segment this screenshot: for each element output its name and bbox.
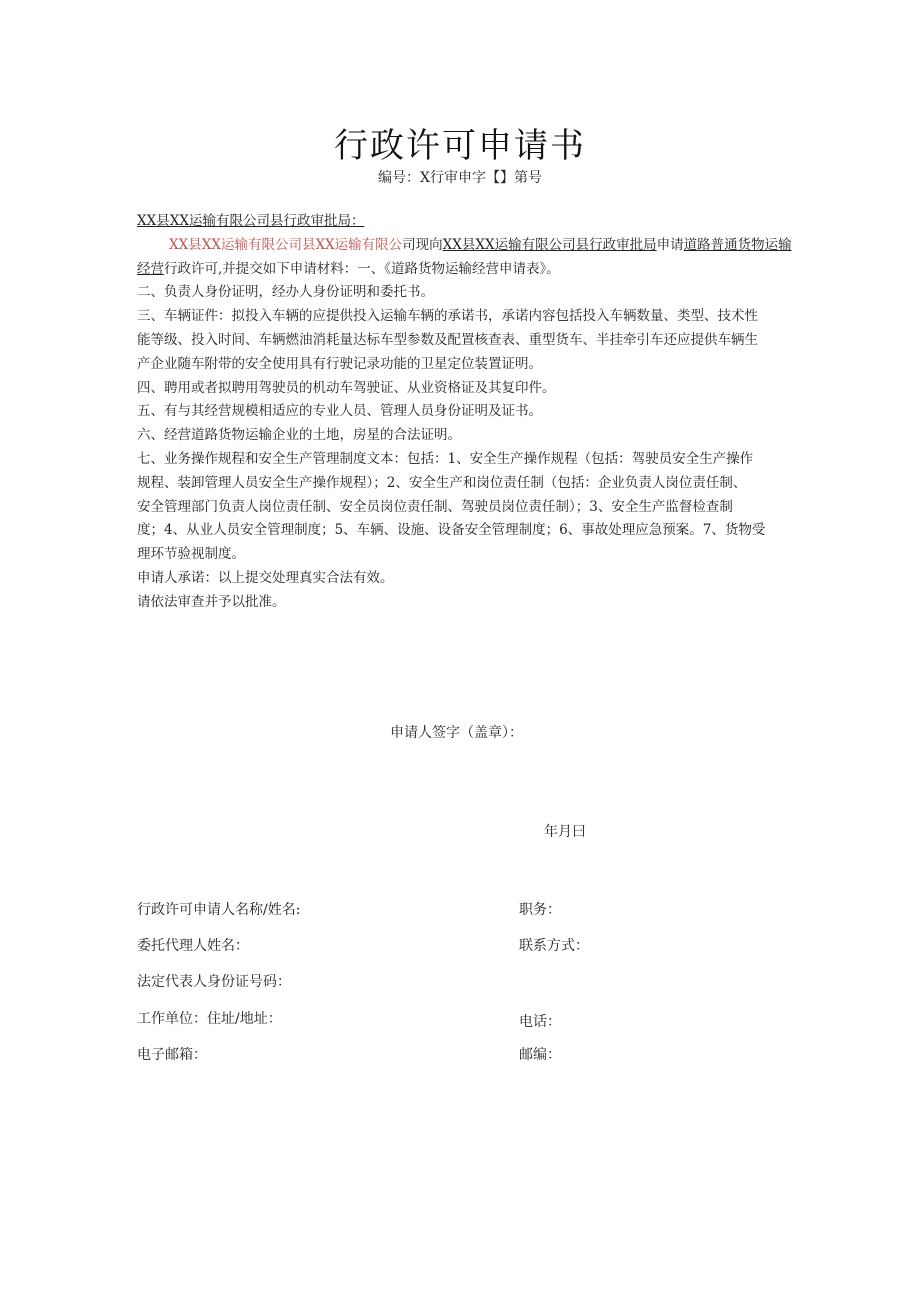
- material-item-6: 六、经营道路货物运输企业的土地，房星的合法证明。: [137, 427, 461, 444]
- postcode-field: 邮编：: [519, 1047, 561, 1063]
- email-field: 电子邮箱：: [137, 1047, 207, 1063]
- agent-name-field: 委托代理人姓名：: [137, 938, 249, 954]
- approval-request: 请依法审查并予以批准。: [137, 593, 286, 610]
- phone-field: 电话：: [519, 1014, 561, 1030]
- intro-connector-2: 申请: [656, 236, 684, 253]
- material-item-7-line-4: 度；4、从业人员安全管理制度；5、车辆、设施、设备安全管理制度；6、事故处理应急预案。7、货物受: [137, 522, 766, 539]
- license-item-part-2: 经营: [137, 260, 164, 277]
- applicant-pledge: 申请人承诺：以上提交处理真实合法有效。: [137, 569, 394, 586]
- applicant-name-highlight: XX县XX运输有限公司县XX运输有限公: [169, 236, 403, 253]
- intro-line-2: [137, 258, 787, 282]
- document-title: 行政许可申请书: [334, 126, 586, 166]
- material-item-7-line-3: 安全管理部门负责人岗位责任制、安全员岗位责任制、驾驶员岗位责任制）；3、安全生产监督检查制: [137, 498, 733, 515]
- material-item-3-line-3: 产企业随车附带的安全使用具有行驶记录功能的卫星定位装置证明。: [137, 355, 542, 372]
- position-field: 职务：: [519, 902, 561, 918]
- contact-field: 联系方式：: [519, 938, 589, 954]
- material-item-3-line-2: 能等级、投入时间、车辆燃油消耗量达标车型参数及配置核查表、重型货车、半挂牵引车还应提供车辆生: [137, 331, 758, 348]
- license-item-part-1: 道路普通货物运输: [683, 236, 792, 253]
- document-body: [137, 210, 792, 615]
- applicant-name-field: 行政许可申请人名称/姓名:: [137, 902, 301, 918]
- material-item-7-line-5: 理环节验视制度。: [137, 546, 245, 563]
- material-item-2: 二、负责人身份证明，经办人身份证明和委托书。: [137, 284, 434, 301]
- material-item-4: 四、聘用或者拟聘用驾驶员的机动车驾驶证、从业资格证及其复印件。: [137, 379, 556, 396]
- legal-rep-id-field: 法定代表人身份证号码：: [137, 974, 291, 990]
- material-item-7-line-1: 七、业务操作规程和安全生产管理制度文本：包括：1、安全生产操作规程（包括：驾驶员安全生产操作: [137, 450, 754, 467]
- material-item-7-line-2: 规程、装卸管理人员安全生产操作规程）；2、安全生产和岗位责任制（包括：企业负责人岗位责任制、: [137, 474, 747, 491]
- addressee: XX县XX运输有限公司县行政审批局：: [137, 213, 365, 229]
- intro-rest: 行政许可,并提交如下申请材料：一、《道路货物运输经营申请表》。: [164, 260, 560, 277]
- applicant-signature-label: 申请人签字（盖章）：: [390, 725, 523, 741]
- intro-connector-1: 司现向: [402, 236, 443, 253]
- material-item-3-line-1: 三、车辆证件：拟投入车辆的应提供投入运输车辆的承诺书，承诺内容包括投入车辆数量、类型、技术性: [137, 308, 758, 325]
- intro-line-1: [137, 234, 792, 258]
- work-address-field: 工作单位：住址/地址：: [137, 1011, 282, 1027]
- approval-bureau-name: XX县XX运输有限公司县行政审批局: [442, 236, 657, 253]
- material-item-5: 五、有与其经营规模相适应的专业人员、管理人员身份证明及证书。: [137, 403, 542, 420]
- signature-date: 年月曰: [544, 824, 586, 840]
- document-number: 编号：X行审申字【】第号: [378, 170, 542, 186]
